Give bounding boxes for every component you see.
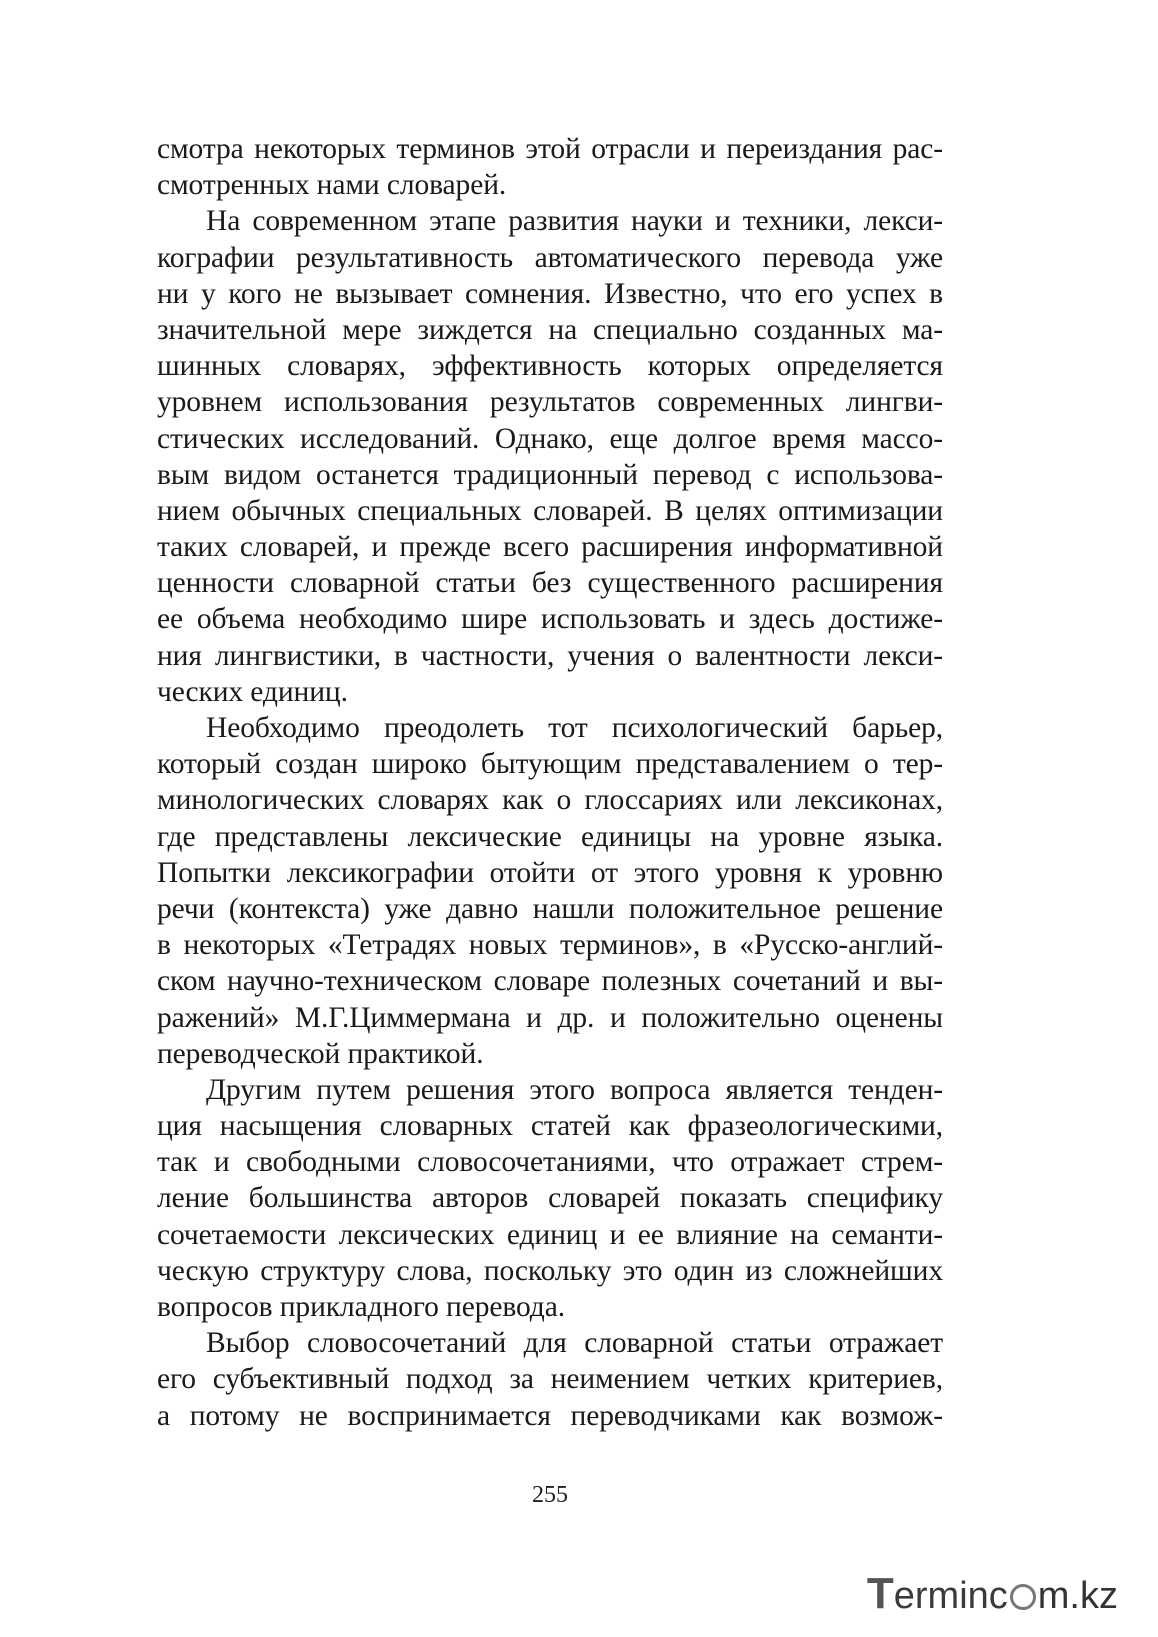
paragraph xyxy=(157,131,943,203)
text-line: ния лингвистики, в частности, учения о валентности лекси- xyxy=(157,639,943,672)
text-line: сочетаемости лексических единиц и ее влияние на семанти- xyxy=(157,1218,943,1251)
paragraph xyxy=(157,203,943,710)
text-line: ражений» М.Г.Циммермана и др. и положительно оценены xyxy=(157,1001,943,1034)
paragraph xyxy=(157,710,943,1072)
text-line: в некоторых «Тетрадях новых терминов», в «Русско-англий- xyxy=(157,929,943,962)
text-line: его субъективный подход за неимением четких критериев, xyxy=(157,1363,943,1396)
text-line: нием обычных специальных словарей. В целях оптимизации xyxy=(157,494,943,527)
text-line: а потому не воспринимается переводчиками как возмож- xyxy=(157,1399,943,1432)
text-line: вопросов прикладного перевода. xyxy=(157,1291,565,1323)
watermark-text-part1: erminc xyxy=(893,1575,1008,1617)
paragraph xyxy=(157,1325,943,1434)
site-watermark-logo xyxy=(867,1569,1118,1619)
page-body xyxy=(157,131,943,1434)
text-line: таких словарей, и прежде всего расширения информативной xyxy=(157,531,943,564)
text-line: уровнем использования результатов современных лингви- xyxy=(157,386,943,419)
text-line: кографии результативность автоматического перевода уже xyxy=(157,241,943,274)
text-line: ческих единиц. xyxy=(157,675,348,708)
text-line: шинных словарях, эффективность которых определяется xyxy=(157,350,943,383)
text-line: минологических словарях как о глоссариях или лексиконах, xyxy=(157,784,943,817)
watermark-letter-t: T xyxy=(866,1569,894,1618)
text-line: где представлены лексические единицы на уровне языка. xyxy=(157,820,943,853)
text-line: смотра некоторых терминов этой отрасли и переиздания рас- xyxy=(157,133,943,165)
text-line: так и свободными словосочетаниями, что отражает стрем- xyxy=(157,1146,943,1179)
text-line: ни у кого не вызывает сомнения. Известно, что его успех в xyxy=(157,277,943,310)
text-line: ском научно-техническом словаре полезных сочетаний и вы- xyxy=(157,965,943,998)
text-line: переводческой практикой. xyxy=(157,1037,484,1070)
text-line: ция насыщения словарных статей как фразеологическими, xyxy=(157,1110,943,1143)
text-line: ческую структуру слова, поскольку это один из сложнейших xyxy=(157,1254,943,1287)
text-line: ценности словарной статьи без существенного расширения xyxy=(157,567,943,600)
text-line: смотренных нами словарей. xyxy=(157,169,507,202)
text-line: речи (контекста) уже давно нашли положительное решение xyxy=(157,892,943,925)
text-line: ее объема необходимо шире использовать и здесь достиже- xyxy=(157,603,943,636)
text-line: Попытки лексикографии отойти от этого уровня к уровню xyxy=(157,856,943,889)
watermark-text-part2: m.kz xyxy=(1037,1575,1118,1617)
text-line: который создан широко бытующим представалением о тер- xyxy=(157,748,943,781)
text-line: стических исследований. Однако, еще долгое время массо- xyxy=(157,422,943,455)
text-line: На современном этапе развития науки и техники, лекси- xyxy=(206,205,943,238)
text-line: значительной мере зиждется на специально созданных ма- xyxy=(157,313,943,346)
paragraph xyxy=(157,1072,943,1325)
text-line: ление большинства авторов словарей показать специфику xyxy=(157,1182,943,1215)
text-line: Выбор словосочетаний для словарной статьи отражает xyxy=(206,1327,943,1360)
text-line: вым видом останется традиционный перевод с использова- xyxy=(157,458,943,491)
magnifier-icon xyxy=(1010,1584,1036,1610)
text-line: Другим путем решения этого вопроса является тенден- xyxy=(206,1073,943,1106)
text-line: Необходимо преодолеть тот психологический барьер, xyxy=(206,712,943,744)
page-number: 255 xyxy=(532,1482,568,1508)
